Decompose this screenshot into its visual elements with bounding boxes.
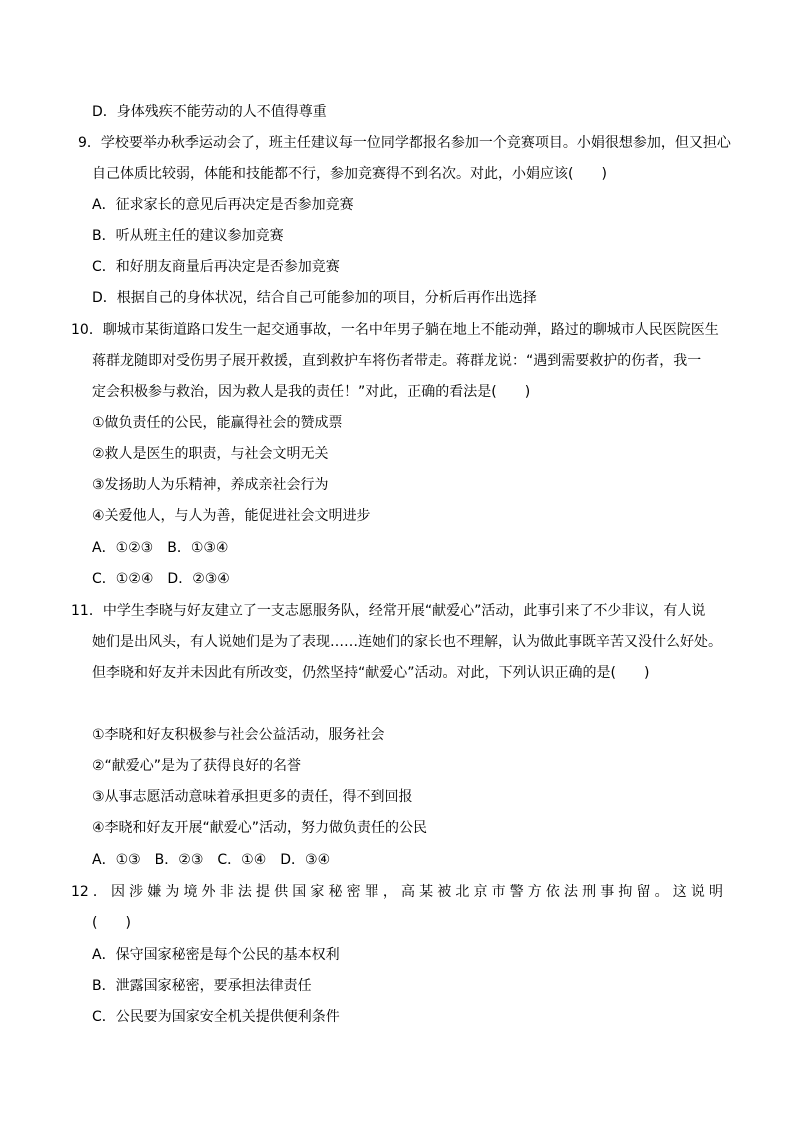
- q9-option-c: C．和好朋友商量后再决定是否参加竞赛: [92, 259, 340, 275]
- q10-statement-4: ④关爱他人，与人为善，能促进社会文明进步: [92, 508, 371, 524]
- q9-option-b: B．听从班主任的建议参加竞赛: [92, 228, 284, 244]
- q8-option-d: D．身体残疾不能劳动的人不值得尊重: [92, 104, 327, 120]
- q12-option-c: C．公民要为国家安全机关提供便利条件: [92, 1009, 340, 1025]
- q11-options: A．①③ B．②③ C．①④ D．③④: [92, 852, 331, 868]
- q11-statement-2: ②“献爱心”是为了获得良好的名誉: [92, 758, 302, 774]
- q10-stem-line-1: 10．聊城市某街道路口发生一起交通事故，一名中年男子躺在地上不能动弹，路过的聊城市人民医院医生: [71, 322, 719, 338]
- q9-stem-line-2: 自己体质比较弱，体能和技能都不行，参加竞赛得不到名次。对此，小娟应该( ): [92, 166, 607, 182]
- q11-stem-line-2: 她们是出风头，有人说她们是为了表现……连她们的家长也不理解，认为做此事既辛苦又没什么好处。: [92, 634, 722, 650]
- q10-statement-3: ③发扬助人为乐精神，养成亲社会行为: [92, 477, 329, 493]
- q12-option-b: B．泄露国家秘密，要承担法律责任: [92, 978, 312, 994]
- q11-statement-4: ④李晓和好友开展“献爱心”活动，努力做负责任的公民: [92, 820, 428, 836]
- q12-stem-line-2: ( ): [92, 915, 131, 931]
- q10-options-cd: C．①②④ D．②③④: [92, 571, 230, 587]
- q10-stem-line-3: 定会积极参与救治，因为救人是我的责任！”对此，正确的看法是( ): [92, 384, 531, 400]
- q12-stem-line-1: 12．因涉嫌为境外非法提供国家秘密罪，高某被北京市警方依法刑事拘留。这说明: [71, 884, 723, 900]
- q11-statement-3: ③从事志愿活动意味着承担更多的责任，得不到回报: [92, 789, 413, 805]
- q10-stem-line-2: 蒋群龙随即对受伤男子展开救援，直到救护车将伤者带走。蒋群龙说：“遇到需要救护的伤者，我一: [92, 353, 702, 369]
- q10-options-ab: A．①②③ B．①③④: [92, 540, 229, 556]
- q9-option-a: A．征求家长的意见后再决定是否参加竞赛: [92, 197, 354, 213]
- q11-stem-line-3: 但李晓和好友并未因此有所改变，仍然坚持“献爱心”活动。对此，下列认识正确的是( ): [92, 665, 650, 681]
- q11-statement-1: ①李晓和好友积极参与社会公益活动，服务社会: [92, 727, 385, 743]
- q10-statement-1: ①做负责任的公民，能赢得社会的赞成票: [92, 415, 343, 431]
- q9-stem-line-1: 9．学校要举办秋季运动会了，班主任建议每一位同学都报名参加一个竞赛项目。小娟很想参加，但又担心: [78, 135, 731, 151]
- q9-option-d: D．根据自己的身体状况，结合自己可能参加的项目，分析后再作出选择: [92, 290, 537, 306]
- q12-option-a: A．保守国家秘密是每个公民的基本权利: [92, 947, 340, 963]
- q10-statement-2: ②救人是医生的职责，与社会文明无关: [92, 446, 329, 462]
- q11-stem-line-1: 11．中学生李晓与好友建立了一支志愿服务队，经常开展“献爱心”活动，此事引来了不少非议，有人说: [71, 603, 706, 619]
